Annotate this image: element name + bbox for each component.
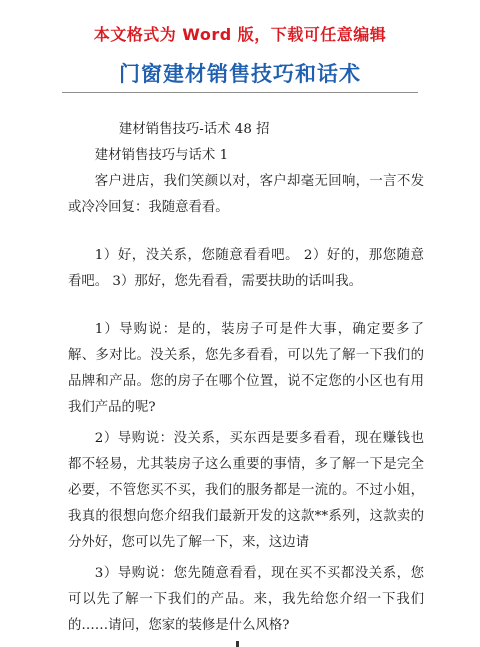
spacer <box>68 295 424 317</box>
scenario-paragraph: 客户进店，我们笑颜以对，客户却毫无回响，一言不发或冷冷回复：我随意看看。 <box>68 174 424 215</box>
section-heading: 建材销售技巧与话术 1 <box>94 148 229 163</box>
document-title: 门窗建材销售技巧和话术 <box>119 62 361 86</box>
word-format-banner: 本文格式为 Word 版，下载可任意编辑 <box>93 25 387 44</box>
guide-paragraph-1: 1）导购说：是的，装房子可是件大事，确定要多了解、多对比。没关系，您先多看看，可以先了解一下我们的品牌和产品。您的房子在哪个位置，说不定您的小区也有用我们产品的呢? <box>68 322 424 415</box>
page-footer-mark <box>236 641 239 647</box>
guide-paragraph-3: 3）导购说：您先随意看看，现在买不买都没关系，您可以先了解一下我们的产品。来，我先给您介绍一下我们的……请问，您家的装修是什么风格? <box>68 566 424 633</box>
document-subtitle: 建材销售技巧-话术 48 招 <box>118 122 270 137</box>
spacer <box>68 221 424 243</box>
title-divider <box>62 92 418 93</box>
document-body <box>68 117 424 639</box>
responses-paragraph: 1）好，没关系，您随意看看吧。 2）好的，那您随意看吧。 3）那好，您先看看，需要扶助的话叫我。 <box>68 248 424 289</box>
guide-paragraph-2: 2）导购说：没关系，买东西是要多看看，现在赚钱也都不轻易，尤其装房子这么重要的事情，多了解一下是完全必要，不管您买不买，我们的服务都是一流的。不过小姐，我真的很想向您介绍我们最新开发的这款**系列，这款卖的分外好，您可以先了解一下，来，这边请 <box>68 431 424 550</box>
